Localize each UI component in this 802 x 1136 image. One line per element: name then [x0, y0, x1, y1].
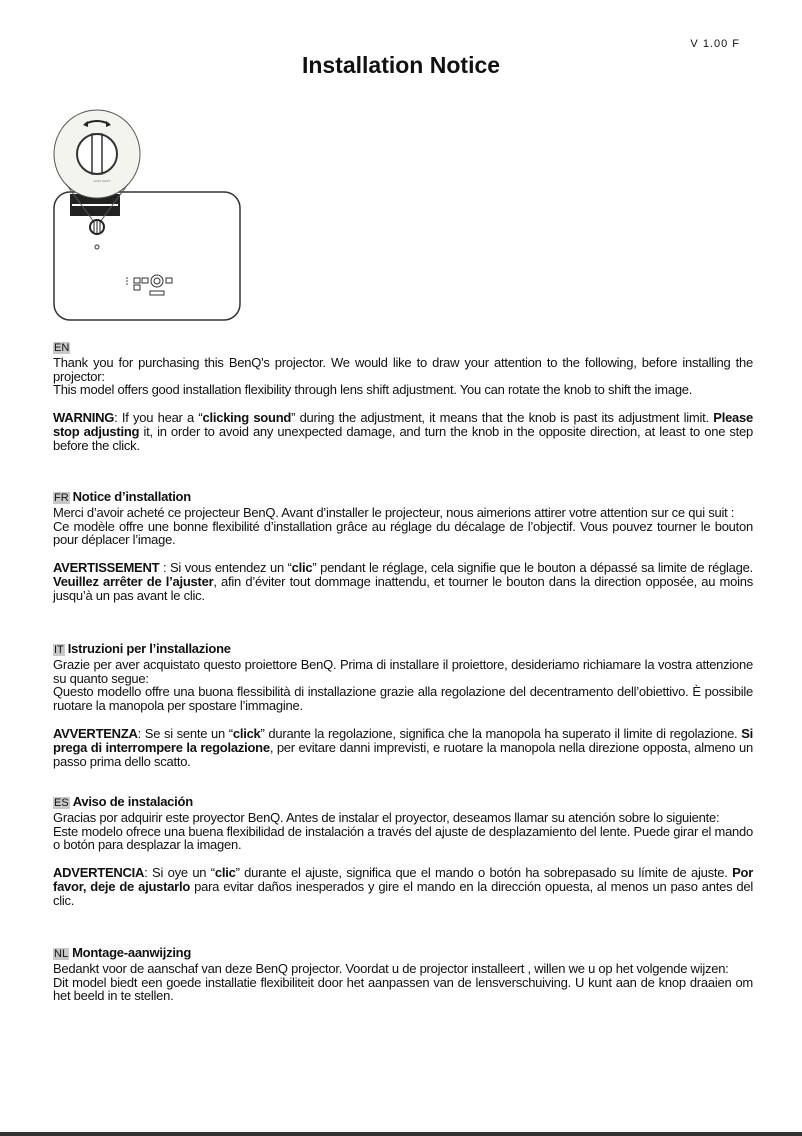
body-text: Este modelo ofrece una buena flexibilidad de instalación a través del ajuste de desplazamiento del lente. Puede girar el mando o botón para desplazar la imagen. — [53, 823, 753, 853]
body-text: Thank you for purchasing this BenQ's projector. We would like to draw your attention to the following, before installing the projector: — [53, 354, 753, 384]
section-heading: Notice d’installation — [72, 489, 191, 504]
emphasis-text: AVERTISSEMENT — [53, 560, 160, 576]
body-text: : Si vous entendez un “ — [159, 560, 292, 576]
body-text: ” durante la regolazione, significa che la manopola ha superato il limite di regolazione. — [260, 725, 742, 741]
section-header — [53, 795, 753, 811]
emphasis-text: clic — [291, 560, 313, 576]
emphasis-text: clicking sound — [202, 410, 292, 426]
section-header — [53, 642, 753, 658]
body-text: ” durante el ajuste, significa que el mando o botón ha sobrepasado su límite de ajuste. — [235, 865, 733, 881]
section-es — [53, 795, 753, 908]
knob-label: LENS SHIFT — [93, 179, 111, 183]
body-text: , per evitare danni imprevisti, e ruotare la manopola nella direzione opposta, almeno un passo prima dello scatto. — [53, 739, 754, 769]
projector-lens-shift-illustration — [50, 104, 246, 324]
body-text: : If you hear a “ — [114, 410, 203, 426]
paragraph — [53, 383, 753, 397]
emphasis-text: Veuillez arrêter de l’ajuster — [53, 573, 214, 589]
emphasis-text: Si prega di interrompere la regolazione — [53, 725, 753, 755]
section-header — [53, 340, 753, 356]
body-text: Bedankt voor de aanschaf van deze BenQ projector. Voordat u de projector installeert , willen we u op het volgende wijzen: — [53, 960, 729, 976]
body-text: Merci d’avoir acheté ce projecteur BenQ. Avant d’installer le projecteur, nous aimerions attirer votre attention sur ce qui suit : — [53, 504, 735, 520]
warning-paragraph — [53, 561, 753, 602]
paragraph — [53, 658, 753, 686]
section-fr — [53, 490, 753, 603]
body-text: Grazie per aver acquistato questo proiettore BenQ. Prima di installare il proiettore, desideriamo richiamare la vostra attenzione su quanto segue: — [53, 656, 753, 686]
warning-paragraph — [53, 866, 753, 907]
paragraph — [53, 520, 753, 548]
section-heading: Montage-aanwijzing — [72, 945, 192, 960]
page-bottom-border — [0, 1132, 802, 1136]
paragraph — [53, 825, 753, 853]
paragraph — [53, 811, 753, 825]
body-text: : Se si sente un “ — [137, 725, 233, 741]
language-tag: FR — [54, 492, 69, 504]
spacer — [53, 547, 753, 561]
emphasis-text: ADVERTENCIA — [53, 865, 145, 881]
paragraph — [53, 962, 753, 976]
body-text: it, in order to avoid any unexpected damage, and turn the knob in the opposite direction, at least to one step before the click. — [53, 423, 753, 453]
body-text: Gracias por adquirir este proyector BenQ. Antes de instalar el proyector, deseamos llamar su atención sobre lo siguiente: — [53, 809, 720, 825]
body-text: : Si oye un “ — [144, 865, 215, 881]
section-nl — [53, 946, 753, 1003]
body-text: This model offers good installation flexibility through lens shift adjustment. You can rotate the knob to shift the image. — [53, 382, 693, 398]
section-heading: Aviso de instalación — [72, 794, 193, 809]
section-heading: Istruzioni per l’installazione — [67, 641, 231, 656]
body-text: Ce modèle offre une bonne flexibilité d’installation grâce au réglage du décalage de l’objectif. Vous pouvez tourner le bouton pour déplacer l’image. — [53, 518, 753, 548]
version-label: V 1.00 F — [690, 38, 740, 50]
section-header — [53, 946, 753, 962]
section-header — [53, 490, 753, 506]
body-text: Dit model biedt een goede installatie flexibiliteit door het aanpassen van de lensverschuiving. U kunt aan de knop draaien om het beeld in te stellen. — [53, 974, 753, 1004]
emphasis-text: Por favor, deje de ajustarlo — [53, 865, 754, 894]
spacer — [53, 713, 753, 727]
paragraph — [53, 976, 753, 1004]
warning-paragraph — [53, 411, 753, 452]
language-tag: IT — [54, 644, 64, 656]
emphasis-text: click — [232, 725, 261, 741]
paragraph — [53, 506, 753, 520]
body-text: Questo modello offre una buona flessibilità di installazione grazie alla regolazione del decentramento dell’obiettivo. È possibile ruotare la manopola per spostare l’immagine. — [53, 684, 753, 714]
warning-paragraph — [53, 727, 753, 768]
emphasis-text: WARNING — [53, 410, 115, 426]
section-it — [53, 642, 753, 768]
body-text: ” during the adjustment, it means that the knob is past its adjustment limit. — [291, 410, 714, 426]
paragraph — [53, 685, 753, 713]
emphasis-text: Please stop adjusting — [53, 410, 753, 439]
emphasis-text: AVVERTENZA — [53, 725, 138, 741]
language-tag: NL — [54, 948, 69, 960]
body-text: ” pendant le réglage, cela signifie que le bouton a dépassé sa limite de réglage. — [312, 560, 753, 576]
emphasis-text: clic — [214, 865, 236, 881]
spacer — [53, 397, 753, 411]
body-text: para evitar daños inesperados y gire el mando en la dirección opuesta, al menos un paso antes del clic. — [53, 878, 753, 908]
section-en — [53, 340, 753, 453]
body-text: , afin d’éviter tout dommage inattendu, et tourner le bouton dans la direction opposée, au moins jusqu’à un pas avant le clic. — [53, 573, 753, 603]
page-title: Installation Notice — [301, 52, 501, 78]
language-tag: ES — [54, 797, 69, 809]
spacer — [53, 852, 753, 866]
language-tag: EN — [54, 342, 70, 354]
paragraph — [53, 356, 753, 384]
